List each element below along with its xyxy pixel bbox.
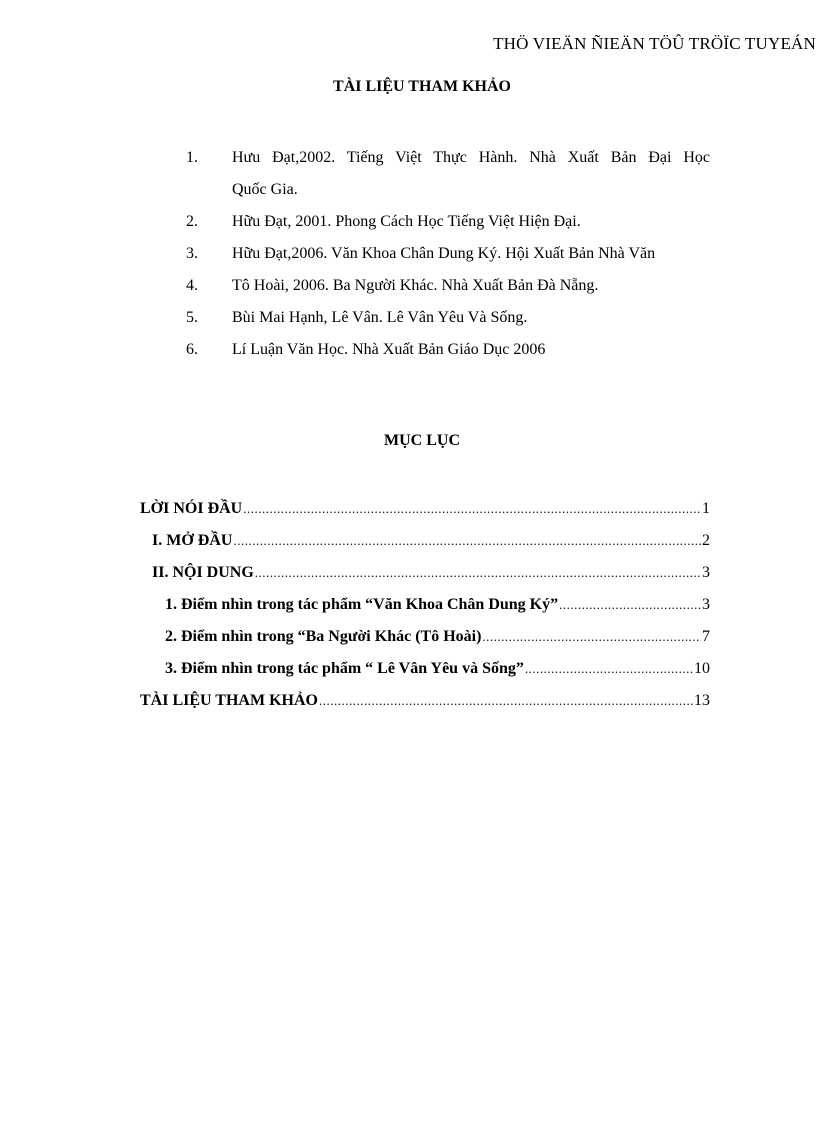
reference-item (186, 302, 710, 334)
reference-number: 5. (186, 309, 198, 326)
reference-item (186, 142, 710, 206)
toc-page-number: 3 (702, 564, 710, 581)
toc-entry[interactable] (140, 589, 710, 621)
toc-page-number: 7 (702, 628, 710, 645)
toc-leader-dots (319, 685, 693, 717)
toc-page-number: 10 (694, 660, 710, 677)
reference-number: 3. (186, 245, 198, 262)
toc-page-number: 1 (702, 500, 710, 517)
toc-entry[interactable] (140, 493, 710, 525)
toc-entry-label: 2. Điểm nhìn trong “Ba Người Khác (Tô Hoài) (165, 628, 482, 645)
toc-entry[interactable] (140, 557, 710, 589)
toc-leader-dots (559, 589, 701, 621)
toc-entry-label: 1. Điểm nhìn trong tác phẩm “Văn Khoa Chân Dung Ký” (165, 596, 559, 613)
reference-item (186, 334, 710, 366)
reference-text: Bùi Mai Hạnh, Lê Vân. Lê Vân Yêu Và Sống. (232, 309, 528, 326)
toc-entry[interactable] (140, 653, 710, 685)
toc-entry-label: II. NỘI DUNG (152, 564, 254, 581)
reference-number: 2. (186, 213, 198, 230)
toc-entry-label: TÀI LIỆU THAM KHẢO (140, 692, 318, 709)
reference-number: 4. (186, 277, 198, 294)
toc-entry-label: LỜI NÓI ĐẦU (140, 500, 243, 517)
table-of-contents (140, 493, 710, 717)
toc-leader-dots (525, 653, 693, 685)
toc-entry[interactable] (140, 621, 710, 653)
toc-leader-dots (255, 557, 701, 589)
toc-page-number: 3 (702, 596, 710, 613)
reference-text: Tô Hoài, 2006. Ba Người Khác. Nhà Xuất Bản Đà Nẵng. (232, 277, 599, 294)
reference-text (232, 142, 710, 206)
reference-text-line: Quốc Gia. (232, 181, 298, 198)
toc-leader-dots (243, 493, 701, 525)
references-list (186, 142, 710, 366)
toc-entry-label: 3. Điểm nhìn trong tác phẩm “ Lê Vân Yêu và Sống” (165, 660, 524, 677)
reference-text: Hữu Đạt,2006. Văn Khoa Chân Dung Ký. Hội Xuất Bản Nhà Văn (232, 245, 656, 262)
toc-entry-label: I. MỞ ĐẦU (152, 532, 233, 549)
reference-number: 1. (186, 149, 198, 166)
page-header: THÖ VIEÄN ÑIEÄN TÖÛ TRÖÏC TUYEÁN (493, 34, 816, 53)
toc-entry[interactable] (140, 525, 710, 557)
reference-item (186, 238, 710, 270)
toc-title: MỤC LỤC (384, 432, 460, 449)
toc-leader-dots (482, 621, 701, 653)
reference-text-line: Hưu Đạt,2002. Tiếng Việt Thực Hành. Nhà Xuất Bản Đại Học (232, 149, 710, 166)
toc-page-number: 2 (702, 532, 710, 549)
reference-item (186, 206, 710, 238)
reference-item (186, 270, 710, 302)
reference-text: Lí Luận Văn Học. Nhà Xuất Bản Giáo Dục 2006 (232, 341, 546, 358)
reference-number: 6. (186, 341, 198, 358)
toc-entry[interactable] (140, 685, 710, 717)
reference-text: Hữu Đạt, 2001. Phong Cách Học Tiếng Việt Hiện Đại. (232, 213, 581, 230)
toc-page-number: 13 (694, 692, 710, 709)
references-title: TÀI LIỆU THAM KHẢO (333, 78, 511, 95)
toc-leader-dots (233, 525, 701, 557)
